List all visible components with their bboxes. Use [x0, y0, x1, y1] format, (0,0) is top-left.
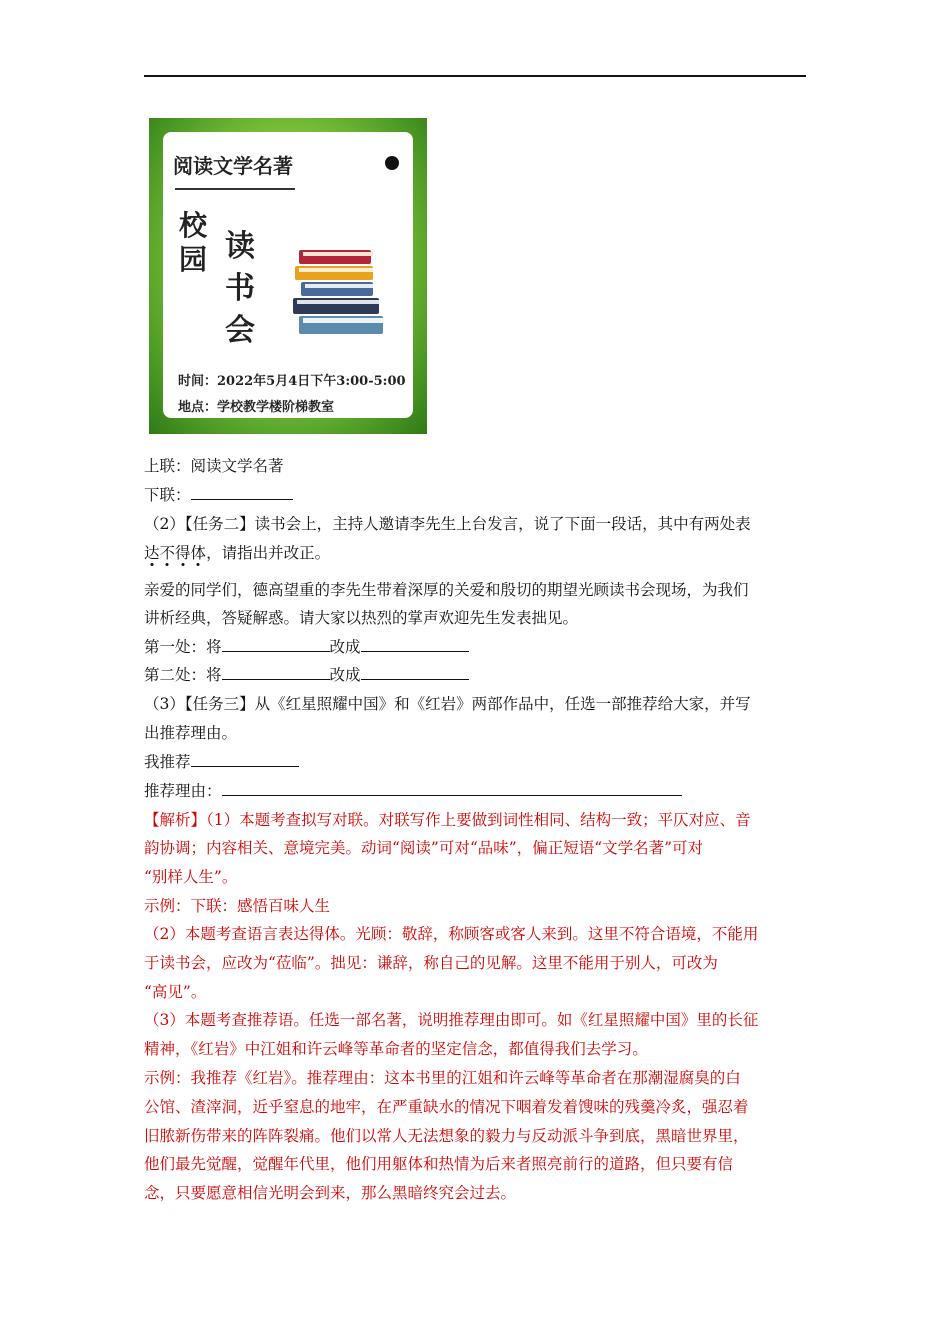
poster-char-hui: 会 — [225, 313, 255, 348]
couplet-lower — [144, 481, 293, 510]
analysis-3-line1: （3）本题考查推荐语。任选一部名著，说明推荐理由即可。如《红星照耀中国》里的长征 — [144, 1011, 759, 1029]
analysis-2-line3: “高见”。 — [144, 983, 207, 1001]
analysis-2-line2: 于读书会，应改为“莅临”。拙见：谦辞，称自己的见解。这里不能用于别人，可改为 — [144, 954, 718, 972]
reading-club-poster — [149, 118, 427, 434]
poster-title: 阅读文学名著 — [173, 154, 293, 178]
poster-card — [163, 132, 413, 418]
analysis-2-line1: （2）本题考查语言表达得体。光顾：敬辞，称顾客或客人来到。这里不符合语境，不能用 — [144, 925, 759, 943]
analysis-3-line2: 精神，《红岩》中江姐和许云峰等革命者的坚定信念，都值得我们去学习。 — [144, 1040, 648, 1058]
poster-rule — [175, 188, 295, 190]
emphasis-char: 得 — [175, 544, 191, 562]
first-fix-change: 改成 — [329, 638, 361, 656]
reason-blank[interactable] — [222, 794, 682, 796]
task2-second-fix — [144, 661, 469, 690]
recommend-blank[interactable] — [191, 765, 299, 767]
first-fix-to-blank[interactable] — [361, 650, 469, 652]
task2-prompt-rest: ，请指出并改正。 — [206, 544, 331, 562]
poster-char-xiao: 校 — [179, 209, 208, 242]
task3-prompt-line2: 出推荐理由。 — [144, 724, 238, 742]
analysis-1-line1: 【解析】（1）本题考查拟写对联。对联写作上要做到词性相同、结构一致；平仄对应、音 — [144, 811, 751, 829]
analysis-1-example: 示例：下联：感悟百味人生 — [144, 897, 331, 915]
task3-reason — [144, 777, 682, 806]
poster-time: 时间：2022年5月4日下午3:00-5:00 — [178, 374, 406, 389]
first-fix-from-blank[interactable] — [222, 650, 330, 652]
analysis-3-example-line3: 旧脓新伤带来的阵阵裂痛。他们以常人无法想象的毅力与反动派斗争到底，黑暗世界里， — [144, 1127, 749, 1145]
poster-char-yuan: 园 — [179, 243, 208, 276]
couplet-lower-label: 下联： — [144, 486, 191, 504]
poster-char-du: 读 — [225, 229, 255, 264]
analysis-3-example-line2: 公馆、渣滓洞，近乎窒息的地牢，在严重缺水的情况下咽着发着馊味的残羹冷炙，强忍着 — [144, 1098, 749, 1116]
task3-recommend — [144, 748, 299, 777]
book-stack-icon — [291, 240, 401, 350]
reason-label: 推荐理由： — [144, 782, 222, 800]
second-fix-label: 第二处：将 — [144, 666, 222, 684]
task3-prompt-line1: （3）【任务三】从《红星照耀中国》和《红岩》两部作品中，任选一部推荐给大家，并写 — [144, 695, 751, 713]
poster-char-shu: 书 — [225, 271, 255, 306]
analysis-1-line3: “别样人生”。 — [144, 868, 238, 886]
second-fix-change: 改成 — [329, 666, 361, 684]
analysis-3-example-line1: 示例：我推荐《红岩》。推荐理由：这本书里的江姐和许云峰等革命者在那潮湿腐臭的白 — [144, 1069, 741, 1087]
task2-first-fix — [144, 633, 469, 662]
first-fix-label: 第一处：将 — [144, 638, 222, 656]
task2-prompt-line2 — [144, 539, 330, 568]
analysis-1-line2: 韵协调；内容相关、意境完美。动词“阅读”可对“品味”，偏正短语“文学名著”可对 — [144, 839, 704, 857]
task2-passage-line2: 讲析经典，答疑解惑。请大家以热烈的掌声欢迎先生发表拙见。 — [144, 609, 579, 627]
emphasis-char: 不 — [159, 544, 176, 562]
header-rule — [144, 75, 806, 77]
poster-place: 地点：学校教学楼阶梯教室 — [178, 400, 335, 415]
emphasis-char: 达 — [144, 544, 160, 562]
emphasis-char: 体 — [190, 544, 207, 562]
couplet-lower-blank[interactable] — [191, 498, 293, 500]
second-fix-to-blank[interactable] — [361, 678, 469, 680]
task2-prompt-line1: （2）【任务二】读书会上，主持人邀请李先生上台发言，说了下面一段话，其中有两处表 — [144, 515, 751, 533]
analysis-3-example-line5: 念，只要愿意相信光明会到来，那么黑暗终究会过去。 — [144, 1184, 517, 1202]
second-fix-from-blank[interactable] — [222, 678, 330, 680]
analysis-3-example-line4: 他们最先觉醒，觉醒年代里，他们用躯体和热情为后来者照亮前行的道路，但只要有信 — [144, 1155, 734, 1173]
couplet-upper: 上联：阅读文学名著 — [144, 457, 284, 475]
task2-passage-line1: 亲爱的同学们，德高望重的李先生带着深厚的关爱和殷切的期望光顾读书会现场，为我们 — [144, 581, 749, 599]
poster-dot-icon — [385, 156, 399, 170]
recommend-label: 我推荐 — [144, 753, 191, 771]
